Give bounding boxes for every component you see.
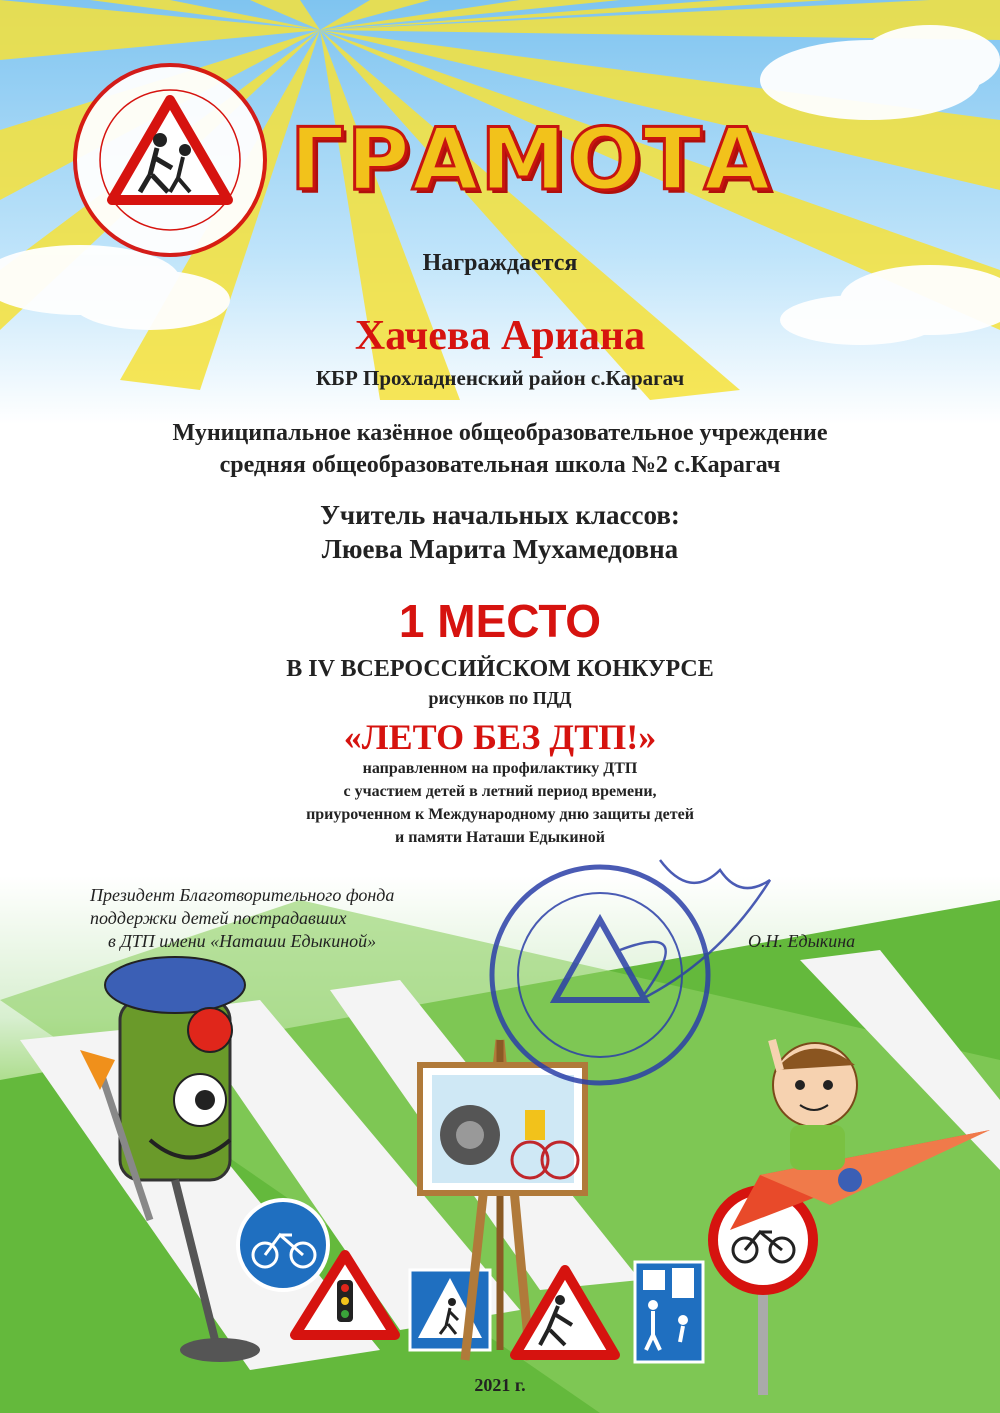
foundation-logo <box>75 65 265 255</box>
description-line: приуроченном к Международному дню защиты детей <box>306 806 694 823</box>
school-line-1: Муниципальное казённое общеобразовательное учреждение <box>172 420 828 446</box>
contest-title: «ЛЕТО БЕЗ ДТП!» <box>343 717 657 757</box>
contest-line-2: рисунков по ПДД <box>428 688 572 708</box>
president-title-line: поддержки детей пострадавших <box>90 908 347 928</box>
president-title-line: Президент Благотворительного фонда <box>90 885 395 905</box>
teacher-label: Учитель начальных классов: <box>320 500 680 530</box>
school-line-2: средняя общеобразовательная школа №2 с.Карагач <box>219 452 781 478</box>
description-line: направленном на профилактику ДТП <box>362 760 638 777</box>
signer-name: О.Н. Едыкина <box>748 931 856 951</box>
winner-region: КБР Прохладненский район с.Карагач <box>315 366 685 390</box>
description-line: и памяти Наташи Едыкиной <box>394 829 605 846</box>
awarded-label: Награждается <box>422 250 578 276</box>
bicycle-lane-sign <box>238 1200 328 1290</box>
certificate-title: ГРАМОТА <box>290 110 773 210</box>
teacher-name: Люева Марита Мухамедовна <box>321 534 679 564</box>
pedestrian-zone-sign <box>635 1262 703 1362</box>
place-award: 1 МЕСТО <box>398 595 602 647</box>
contest-line-1: В IV ВСЕРОССИЙСКОМ КОНКУРСЕ <box>286 656 714 682</box>
certificate-year: 2021 г. <box>474 1375 526 1395</box>
description-line: с участием детей в летний период времени, <box>343 783 657 800</box>
winner-name: Хачева Ариана <box>354 313 646 359</box>
president-title-line: в ДТП имени «Наташи Едыкиной» <box>108 931 377 951</box>
